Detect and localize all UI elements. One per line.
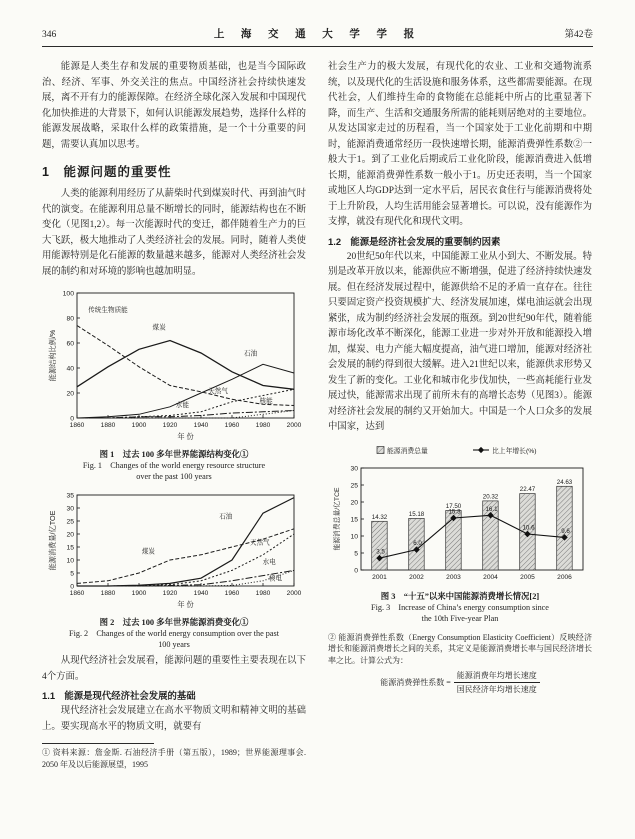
svg-text:水电: 水电 xyxy=(262,558,276,566)
svg-text:60: 60 xyxy=(66,340,74,348)
figure-3-caption-en-line1: Fig. 3 Increase of China’s energy consumption since xyxy=(371,602,549,612)
footnote-block-2 xyxy=(328,632,592,696)
svg-text:20: 20 xyxy=(66,531,74,539)
section-1-paragraph: 人类的能源利用经历了从薪柴时代到煤炭时代、再到油气时代的演变。在能源利用总量不断增长的同时，能源结构也在不断变化（见图1,2）。每一次能源时代的变迁，都伴随着生产力的巨大飞跃，极大地推动了人类经济社会的发展。同时，随着人类使用能源特别是化石能源的数量越来越多，能源对人类经济社会发展的制约和对环境的影响也越加明显。 xyxy=(42,189,306,277)
svg-text:0: 0 xyxy=(70,415,74,423)
elasticity-formula xyxy=(328,670,592,695)
svg-text:1980: 1980 xyxy=(255,590,271,597)
svg-text:1940: 1940 xyxy=(193,422,209,429)
svg-text:能源消费总量: 能源消费总量 xyxy=(387,447,428,455)
figure-1-caption xyxy=(42,448,306,482)
figure-1-caption-en-line1: Fig. 1 Changes of the world energy resource structure xyxy=(82,461,266,470)
subsection-1-2-paragraph: 20世纪50年代以来，中国能源工业从小到大、不断发展。特别是改革开放以来，能源供应不断增强，促进了经济持续快速发展。但在经济发展过程中，能源供给不足的矛盾一直存在。往往只要固定资产投资规模扩大、经济发展加速，煤电油运就会出现紧张，成为制约经济社会发展的瓶颈。到20世纪90年代，随着能源市场化改革不断深化，能源工业进一步对外开放和能源投入增加，煤炭、电力产能大幅度提高，油气进口增加，能源对经济社会发展的制约得到很大缓解。进入21世纪以来，能源供求形势又发生了新的变化。工业化和城市化步伐加快，一些高耗能行业发展过快，能源需求出现了前所未有的高增长态势（见图3）。能源对经济社会发展的制约又开始加大。中国是一个人口众多的发展中国家，达到 xyxy=(328,251,592,432)
svg-text:5: 5 xyxy=(70,570,74,578)
figure-1-caption-en-line2: over the past 100 years xyxy=(136,472,212,481)
footnote-2-text: ② 能源消费弹性系数（Energy Consumption Elasticity Coefficient）反映经济增长和能源消费增长之间的关系，其定义是能源消费增长率与国民经济增长率之比。计算公式为： xyxy=(328,632,592,665)
svg-text:25: 25 xyxy=(350,481,358,489)
svg-text:5: 5 xyxy=(354,549,358,557)
svg-text:能源消费量/亿TOE: 能源消费量/亿TOE xyxy=(48,510,57,571)
figure-1-caption-cn: 图 1 过去 100 多年世界能源结构变化① xyxy=(99,450,249,459)
intro-paragraph: 能源是人类生存和发展的重要物质基础，也是当今国际政治、经济、军事、外交关注的焦点。中国经济社会持续快速发展，离不开有力的能源保障。在经济全球化深入发展和中国现代化加快推进的大背景下，如何认识能源发展趋势，选择什么样的能源发展战略，采取什么样的政策措施，是一个十分重要的问题，需要认真加以思考。 xyxy=(42,62,306,150)
svg-text:能源结构比例/%: 能源结构比例/% xyxy=(48,329,57,382)
svg-text:2004: 2004 xyxy=(483,573,498,581)
figure-2-line-chart xyxy=(45,488,303,615)
svg-text:核电: 核电 xyxy=(268,575,282,583)
page-header xyxy=(42,26,593,41)
svg-text:1960: 1960 xyxy=(224,422,240,429)
svg-text:1920: 1920 xyxy=(162,422,178,429)
svg-text:1880: 1880 xyxy=(100,422,116,429)
svg-text:煤炭: 煤炭 xyxy=(141,548,155,556)
figure-3-bar-chart xyxy=(329,442,591,589)
svg-text:0: 0 xyxy=(354,566,358,574)
figure-3-caption-en-line2: the 10th Five-year Plan xyxy=(421,613,499,623)
svg-text:22.47: 22.47 xyxy=(519,485,536,493)
svg-text:1860: 1860 xyxy=(69,590,85,597)
svg-text:6.0: 6.0 xyxy=(413,539,422,547)
svg-text:30: 30 xyxy=(350,464,358,472)
footnote-rule xyxy=(42,743,154,744)
svg-text:35: 35 xyxy=(66,492,74,500)
svg-text:0: 0 xyxy=(70,583,74,591)
svg-text:核能: 核能 xyxy=(259,398,273,405)
svg-text:80: 80 xyxy=(66,315,74,323)
importance-paragraph: 从现代经济社会发展看，能源问题的重要性主要表现在以下4个方面。 xyxy=(42,656,306,682)
svg-text:20.32: 20.32 xyxy=(482,492,499,500)
svg-text:1900: 1900 xyxy=(131,590,147,597)
svg-text:传统生物质能: 传统生物质能 xyxy=(88,306,128,314)
subsection-1-1-paragraph: 现代经济社会发展建立在高水平物质文明和精神文明的基础上。要实现高水平的物质文明，就要有 xyxy=(42,706,306,732)
svg-text:15: 15 xyxy=(350,515,358,523)
svg-text:17.50: 17.50 xyxy=(445,502,462,510)
figure-1 xyxy=(42,286,306,482)
svg-text:20: 20 xyxy=(350,498,358,506)
footnote-1-text: ① 资料来源：詹金斯. 石油经济手册（第五版），1989；世界能源理事会. 2050 年及以后能源展望，1995 xyxy=(42,748,306,769)
svg-text:石油: 石油 xyxy=(244,350,258,358)
svg-text:14.32: 14.32 xyxy=(371,513,388,521)
figure-3-caption xyxy=(328,590,592,624)
svg-text:2001: 2001 xyxy=(372,573,387,581)
header-rule xyxy=(42,46,593,47)
svg-text:煤炭: 煤炭 xyxy=(152,324,166,332)
svg-text:30: 30 xyxy=(66,505,74,513)
figure-2-caption-en-line1: Fig. 2 Changes of the world energy consumption over the past xyxy=(69,629,279,638)
svg-text:天然气: 天然气 xyxy=(250,539,270,547)
figure-2-caption xyxy=(42,616,306,650)
figure-2-caption-cn: 图 2 过去 100 多年世界能源消费变化① xyxy=(99,618,249,627)
svg-text:16.1: 16.1 xyxy=(485,505,498,513)
right-column xyxy=(328,60,592,770)
svg-text:20: 20 xyxy=(66,390,74,398)
svg-text:2000: 2000 xyxy=(286,422,302,429)
journal-title: 上 海 交 通 大 学 学 报 xyxy=(213,29,422,40)
svg-text:1960: 1960 xyxy=(224,590,240,597)
svg-text:24.63: 24.63 xyxy=(556,478,573,486)
figure-2-caption-en-line2: 100 years xyxy=(158,640,190,649)
svg-text:2000: 2000 xyxy=(286,590,302,597)
svg-text:10: 10 xyxy=(66,557,74,565)
figure-2 xyxy=(42,488,306,650)
svg-text:2003: 2003 xyxy=(446,573,461,581)
svg-text:3.5: 3.5 xyxy=(376,548,385,556)
formula-denominator: 国民经济年均增长速度 xyxy=(456,685,537,694)
formula-numerator: 能源消费年均增长速度 xyxy=(454,670,540,683)
svg-text:15.3: 15.3 xyxy=(448,508,461,515)
svg-text:15: 15 xyxy=(66,544,74,552)
svg-text:1940: 1940 xyxy=(193,590,209,597)
svg-text:1920: 1920 xyxy=(162,590,178,597)
svg-text:10.6: 10.6 xyxy=(522,524,535,531)
left-column xyxy=(42,60,306,770)
formula-fraction xyxy=(454,670,540,695)
svg-text:15.18: 15.18 xyxy=(408,510,425,518)
svg-text:2006: 2006 xyxy=(557,573,572,581)
svg-text:1980: 1980 xyxy=(255,422,271,429)
svg-text:石油: 石油 xyxy=(219,513,233,521)
svg-text:水能: 水能 xyxy=(175,401,189,409)
continuation-paragraph: 社会生产力的极大发展，有现代化的农业、工业和交通物流系统，以及现代化的生活设施和服务体系，这些都需要能源。在现代社会，人们维持生命的食物能在总能耗中所占的比重显著下降，而生产、生活和交通服务所需的能耗则居绝对的主要地位。从发达国家走过的历程看，当一个国家处于工业化前期和中期时，能源消费通常经历一段快速增长期，能源消费弹性系数②一般大于1。到了工业化后期或后工业化阶段，能源消费进入低增长期，能源消费弹性系数一般小于1。历史还表明，当一个国家或地区人均GDP达到一定水平后，居民衣食住行与能源消费将处于上升阶段，人均生活用能会显著增长。可以说，没有能源作为支撑，就没有现代化和现代文明。 xyxy=(328,62,592,227)
svg-text:天然气: 天然气 xyxy=(208,388,228,395)
subsection-1-2-heading: 1.2 能源是经济社会发展的重要制约因素 xyxy=(328,235,501,247)
svg-text:1860: 1860 xyxy=(69,422,85,429)
formula-lhs: 能源消费弹性系数 = xyxy=(380,678,451,687)
svg-text:2005: 2005 xyxy=(520,573,535,581)
subsection-1-1-heading: 1.1 能源是现代经济社会发展的基础 xyxy=(42,690,196,701)
svg-text:年 份: 年 份 xyxy=(177,600,194,609)
figure-3-caption-cn: 图 3 “十五”以来中国能源消费增长情况[2] xyxy=(380,591,540,601)
svg-text:年 份: 年 份 xyxy=(177,432,194,441)
figure-3 xyxy=(328,442,592,624)
svg-text:25: 25 xyxy=(66,518,74,526)
figure-1-line-chart xyxy=(45,286,303,447)
svg-text:40: 40 xyxy=(66,365,74,373)
section-1-heading: 1 能源问题的重要性 xyxy=(42,165,172,179)
volume-label: 第42卷 xyxy=(564,30,593,40)
svg-text:9.6: 9.6 xyxy=(561,527,570,535)
two-column-body xyxy=(42,60,593,770)
svg-text:1900: 1900 xyxy=(131,422,147,429)
svg-text:比上年增长(%): 比上年增长(%) xyxy=(492,447,537,455)
svg-text:10: 10 xyxy=(350,532,358,540)
page-number: 346 xyxy=(42,30,57,40)
footnote-block-1 xyxy=(42,743,306,770)
svg-text:能源消费总量/亿TCE: 能源消费总量/亿TCE xyxy=(334,486,341,551)
svg-text:1880: 1880 xyxy=(100,590,116,597)
svg-text:2002: 2002 xyxy=(409,573,424,581)
svg-text:100: 100 xyxy=(62,290,74,298)
